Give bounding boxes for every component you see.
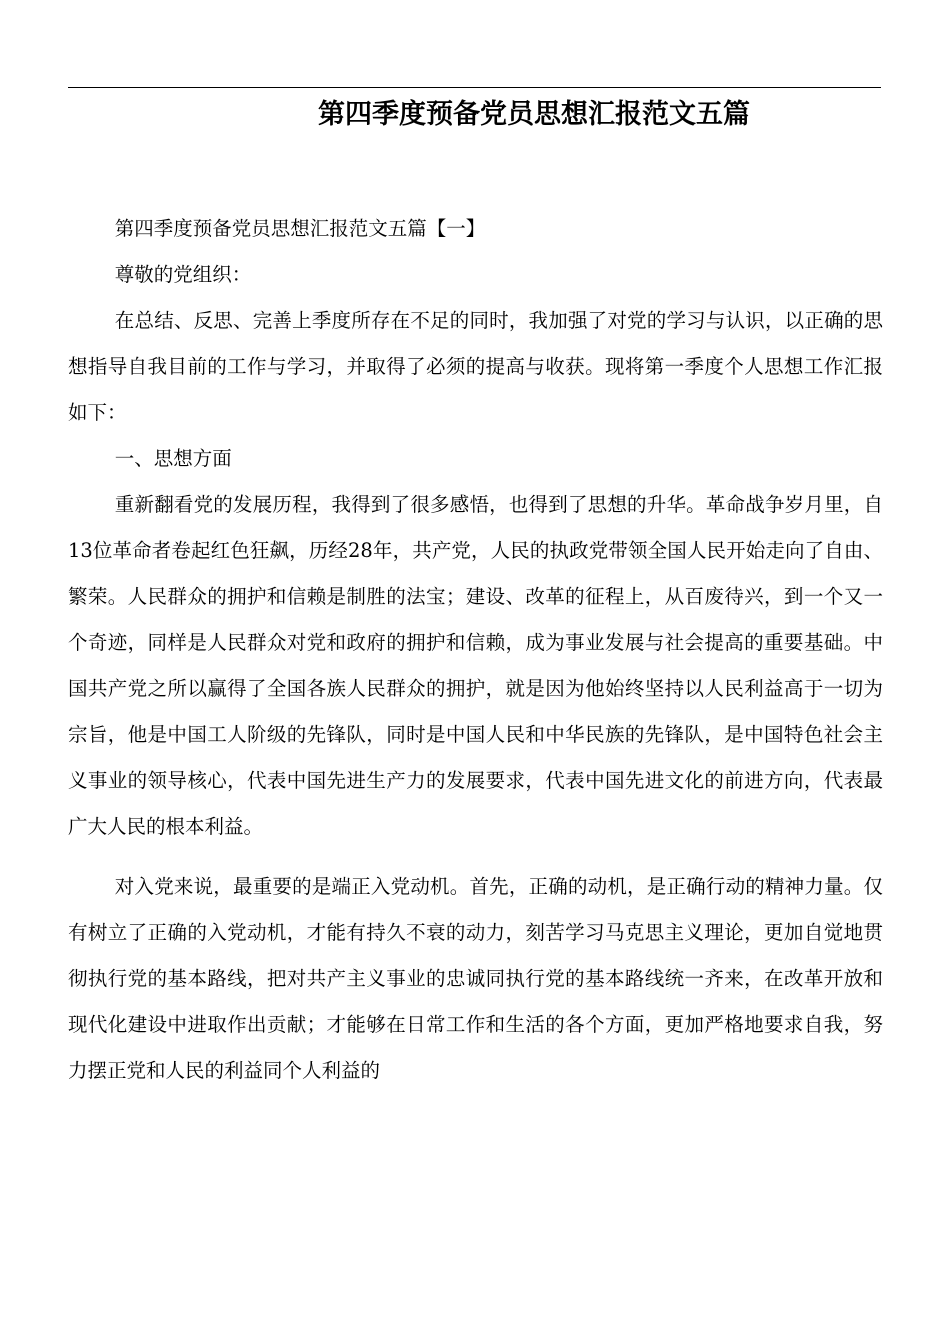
document-title: 第四季度预备党员思想汇报范文五篇 <box>318 99 750 130</box>
section-heading: 第四季度预备党员思想汇报范文五篇【一】 <box>114 217 486 240</box>
subheading-thought: 一、思想方面 <box>114 447 232 470</box>
intro-paragraph: 在总结、反思、完善上季度所存在不足的同时，我加强了对党的学习与认识，以正确的思想指导自我目前的工作与学习，并取得了必须的提高与收获。现将第一季度个人思想工作汇报如下： <box>68 309 883 424</box>
body-paragraph: 对入党来说，最重要的是端正入党动机。首先，正确的动机，是正确行动的精神力量。仅有树立了正确的入党动机，才能有持久不衰的动力，刻苦学习马克思主义理论，更加自觉地贯彻执行党的基本路线，把对共产主义事业的忠诚同执行党的基本路线统一齐来，在改革开放和现代化建设中进取作出贡献；才能够在日常工作和生活的各个方面，更加严格地要求自我，努力摆正党和人民的利益同个人利益的 <box>68 875 883 1082</box>
document-body <box>68 206 883 1094</box>
salutation: 尊敬的党组织： <box>114 263 252 286</box>
header-rule <box>68 87 881 88</box>
body-paragraph: 重新翻看党的发展历程，我得到了很多感悟，也得到了思想的升华。革命战争岁月里，自13位革命者卷起红色狂飙，历经28年，共产党，人民的执政党带领全国人民开始走向了自由、繁荣。人民群众的拥护和信赖是制胜的法宝；建设、改革的征程上，从百废待兴，到一个又一个奇迹，同样是人民群众对党和政府的拥护和信赖，成为事业发展与社会提高的重要基础。中国共产党之所以赢得了全国各族人民群众的拥护，就是因为他始终坚持以人民利益高于一切为宗旨，他是中国工人阶级的先锋队，同时是中国人民和中华民族的先锋队，是中国特色社会主义事业的领导核心，代表中国先进生产力的发展要求，代表中国先进文化的前进方向，代表最广大人民的根本利益。 <box>68 493 883 838</box>
